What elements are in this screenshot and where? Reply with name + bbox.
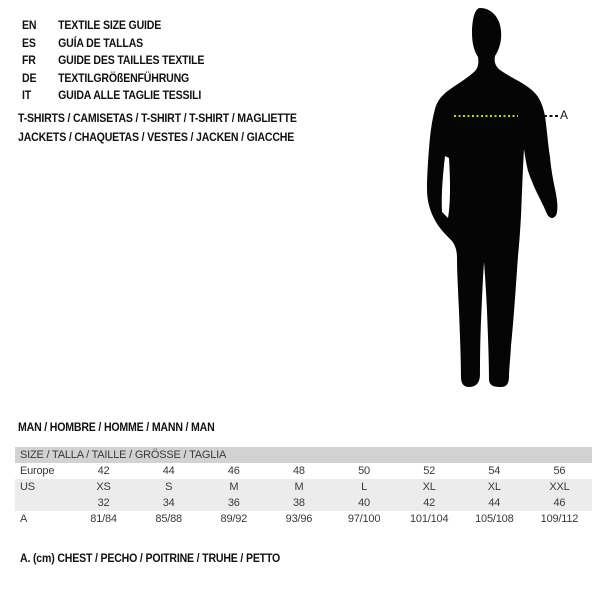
language-code: DE [22, 70, 37, 85]
category-line-tshirts: T-SHIRTS / CAMISETAS / T-SHIRT / T-SHIRT / MAGLIETTE [18, 111, 297, 125]
table-cell: 36 [227, 497, 240, 509]
language-code: EN [22, 18, 37, 32]
section-heading-man: MAN / HOMBRE / HOMME / MANN / MAN [18, 420, 215, 434]
language-label: TEXTILGRÖßENFÜHRUNG [58, 70, 190, 85]
table-cell: XL [422, 481, 436, 493]
table-cell: XL [487, 481, 501, 493]
table-cell: 81/84 [90, 513, 117, 525]
table-cell: 44 [162, 465, 175, 477]
table-cell: 42 [97, 465, 110, 477]
row-label [15, 495, 71, 511]
table-cell: 42 [423, 497, 436, 509]
table-cell: L [361, 481, 368, 493]
table-cell: 32 [97, 497, 110, 509]
language-code: ES [22, 35, 36, 50]
language-row-es [22, 35, 204, 53]
row-label: A [20, 513, 28, 525]
language-code: IT [22, 88, 32, 102]
table-cell: XS [96, 481, 111, 493]
table-cell: 109/112 [540, 513, 579, 525]
table-cell: 50 [358, 465, 370, 477]
measure-label-a: A [560, 108, 569, 122]
table-cell: 105/108 [475, 513, 514, 525]
table-cell: 52 [423, 465, 436, 477]
language-label: GUIDE DES TAILLES TEXTILE [58, 53, 205, 67]
row-label: US [20, 481, 35, 493]
table-cell: 38 [293, 497, 305, 509]
table-cell: 46 [553, 497, 566, 509]
table-row-us [15, 479, 592, 495]
measure-footnote: A. (cm) CHEST / PECHO / POITRINE / TRUHE / PETTO [20, 551, 281, 565]
table-cell: 101/104 [410, 513, 449, 525]
table-cell: 56 [553, 465, 566, 477]
language-row-de [22, 70, 204, 88]
row-label: Europe [20, 465, 55, 477]
language-row-en [22, 17, 204, 35]
garment-categories [18, 109, 297, 146]
language-guide-list [22, 17, 204, 105]
table-cell: 89/92 [220, 513, 248, 525]
table-cell: 93/96 [285, 513, 313, 525]
language-row-fr [22, 52, 204, 70]
table-cell: 85/88 [155, 513, 182, 525]
table-cell: 34 [162, 497, 175, 509]
size-table [15, 447, 592, 527]
table-cell: 97/100 [347, 513, 381, 525]
table-cell: 44 [488, 497, 501, 509]
language-row-it [22, 87, 204, 105]
table-cell: M [229, 481, 239, 493]
category-line-jackets: JACKETS / CHAQUETAS / VESTES / JACKEN / GIACCHE [18, 129, 295, 144]
table-cell: S [165, 481, 173, 493]
chest-measure-line [454, 115, 518, 117]
table-cell: M [294, 481, 304, 493]
table-cell: 40 [358, 497, 370, 509]
table-cell: 46 [227, 465, 240, 477]
chest-measure-leader [544, 115, 558, 117]
table-row-chest-a [15, 511, 592, 527]
man-silhouette-figure [418, 6, 558, 394]
size-table-header: SIZE / TALLA / TAILLE / GRÖSSE / TAGLIA [15, 447, 592, 463]
language-label: GUIDA ALLE TAGLIE TESSILI [58, 88, 202, 102]
table-row-europe [15, 463, 592, 479]
table-row-numeric [15, 495, 592, 511]
language-label: GUÍA DE TALLAS [58, 35, 144, 50]
language-label: TEXTILE SIZE GUIDE [58, 18, 162, 32]
table-cell: 54 [488, 465, 501, 477]
table-cell: 48 [293, 465, 305, 477]
language-code: FR [22, 53, 36, 67]
table-cell: XXL [549, 481, 570, 493]
